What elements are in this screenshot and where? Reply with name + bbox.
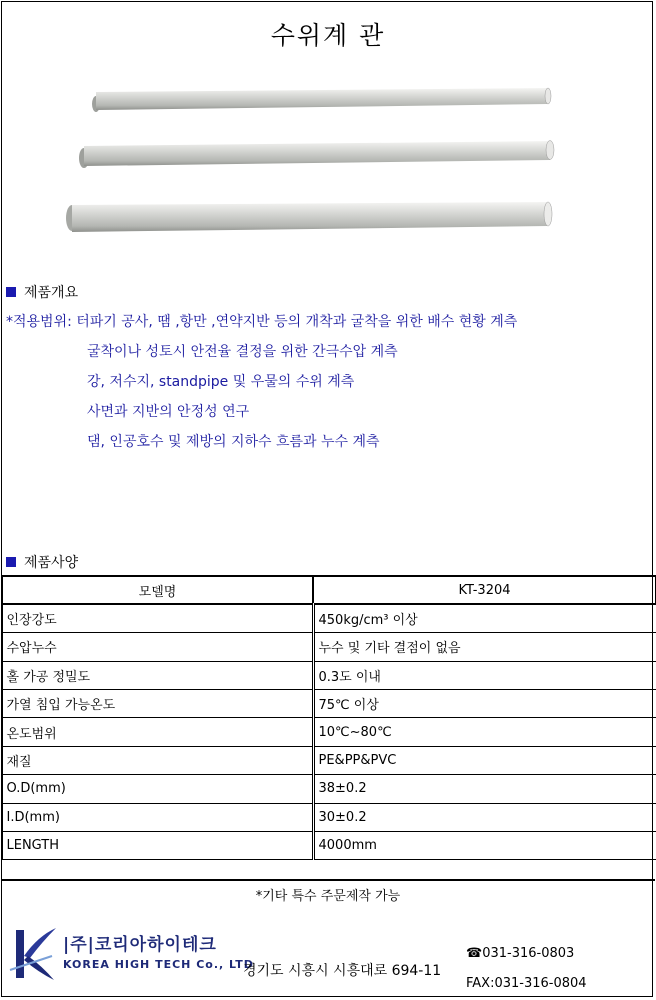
custom-order-note: *기타 특수 주문제작 가능 (255, 889, 401, 904)
footer-divider (1, 879, 655, 881)
pipe-1 (92, 88, 551, 112)
table-row (2, 832, 656, 860)
logo-k-icon (8, 926, 60, 982)
spec-label: O.D(mm) (2, 775, 313, 803)
company-address: 경기도 시흥시 시흥대로 694-11 (243, 963, 442, 979)
spec-value: 0.3도 이내 (313, 661, 656, 689)
usage-line: 굴착이나 성토시 안전율 결정을 위한 간극수압 계측 (87, 344, 398, 360)
pipe-2 (79, 141, 554, 169)
usage-line: *적용범위: 터파기 공사, 땜 ,항만 ,연약지반 등의 개착과 굴착을 위한 배수 현황 계측 (6, 314, 518, 330)
spec-header-row (2, 576, 656, 604)
usage-line: 강, 저수지, standpipe 및 우물의 수위 계측 (87, 374, 355, 390)
usage-line: 댐, 인공호수 및 제방의 지하수 흐름과 누수 계측 (87, 434, 380, 450)
bullet-square-icon (6, 287, 16, 297)
table-row (2, 746, 656, 774)
section-overview-label: 제품개요 (24, 285, 79, 301)
spec-header-label: 모델명 (2, 576, 313, 604)
spec-label: I.D(mm) (2, 803, 313, 831)
company-name-en: KOREA HIGH TECH Co., LTD (63, 958, 254, 971)
table-row (2, 718, 656, 746)
table-row (2, 803, 656, 831)
company-tel: ☎031-316-0803 (466, 946, 575, 961)
spec-value: 450kg/cm³ 이상 (313, 604, 656, 632)
usage-line: 사면과 지반의 안정성 연구 (87, 404, 250, 420)
spec-value: 4000mm (313, 832, 656, 860)
spec-value: 10℃~80℃ (313, 718, 656, 746)
spec-label: LENGTH (2, 832, 313, 860)
table-row (2, 633, 656, 661)
table-row (2, 604, 656, 632)
pipe-3 (66, 202, 552, 232)
bullet-square-icon (6, 557, 16, 567)
spec-table (1, 575, 656, 860)
company-name-ko: |주|코리아하이테크 (63, 935, 217, 955)
table-row (2, 775, 656, 803)
spec-label: 수압누수 (2, 633, 313, 661)
spec-header-model: KT-3204 (313, 576, 656, 604)
spec-value: 75℃ 이상 (313, 690, 656, 718)
spec-label: 온도범위 (2, 718, 313, 746)
spec-label: 홀 가공 정밀도 (2, 661, 313, 689)
spec-value: PE&PP&PVC (313, 746, 656, 774)
table-row (2, 661, 656, 689)
company-logo (8, 926, 254, 986)
company-fax: FAX:031-316-0804 (466, 976, 587, 991)
page-title: 수위계 관 (270, 21, 386, 50)
section-spec-label: 제품사양 (24, 555, 79, 571)
section-spec (6, 552, 78, 572)
section-overview (6, 282, 78, 302)
spec-label: 재질 (2, 746, 313, 774)
spec-label: 인장강도 (2, 604, 313, 632)
spec-label: 가열 침입 가능온도 (2, 690, 313, 718)
product-photo (60, 80, 560, 240)
table-row (2, 690, 656, 718)
spec-value: 38±0.2 (313, 775, 656, 803)
spec-value: 누수 및 기타 결점이 없음 (313, 633, 656, 661)
spec-value: 30±0.2 (313, 803, 656, 831)
